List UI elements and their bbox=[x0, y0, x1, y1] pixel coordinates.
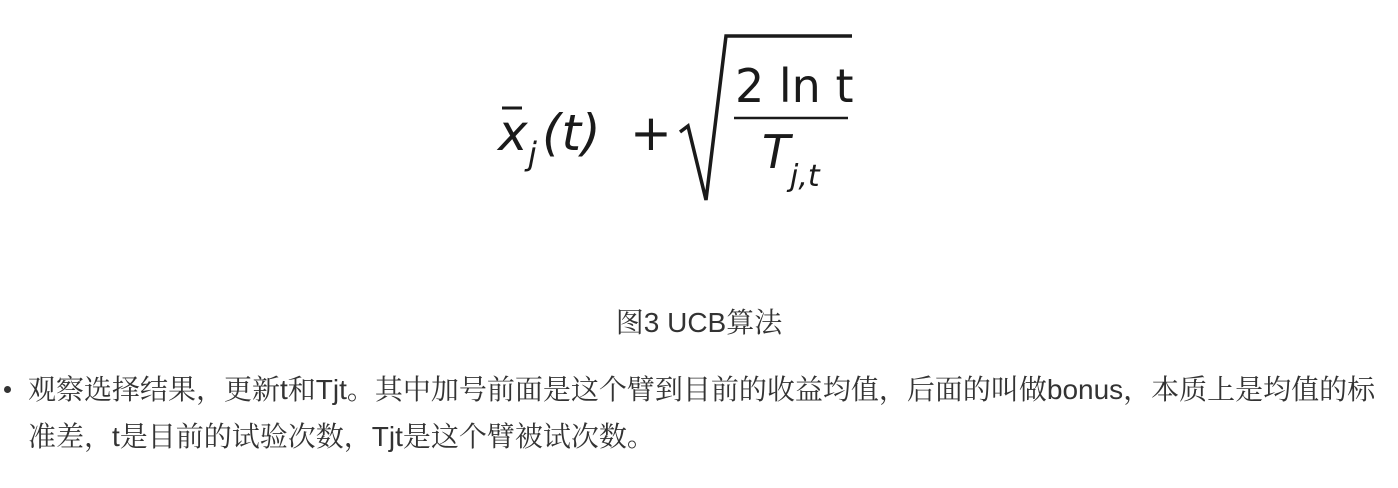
formula-denominator: T bbox=[762, 125, 791, 179]
formula-plus: + bbox=[630, 104, 672, 162]
formula-x-subscript: j bbox=[528, 135, 537, 173]
bullet-dot bbox=[4, 386, 11, 393]
ucb-formula bbox=[480, 20, 880, 220]
list-item-text: 观察选择结果，更新t和Tjt。其中加号前面是这个臂到目前的收益均值，后面的叫做bonus，本质上是均值的标准差，t是目前的试验次数，Tjt是这个臂被试次数。 bbox=[28, 374, 1376, 452]
bullet-list bbox=[0, 366, 1398, 460]
list-item bbox=[0, 366, 1398, 460]
formula-denominator-subscript: j,t bbox=[790, 159, 820, 194]
formula-x-symbol: x bbox=[498, 104, 528, 162]
ucb-formula-graphic bbox=[480, 20, 880, 220]
formula-numerator: 2 ln t bbox=[735, 59, 854, 113]
formula-x-argument: (t) bbox=[542, 104, 601, 162]
figure-caption: 图3 UCB算法 bbox=[615, 307, 783, 338]
